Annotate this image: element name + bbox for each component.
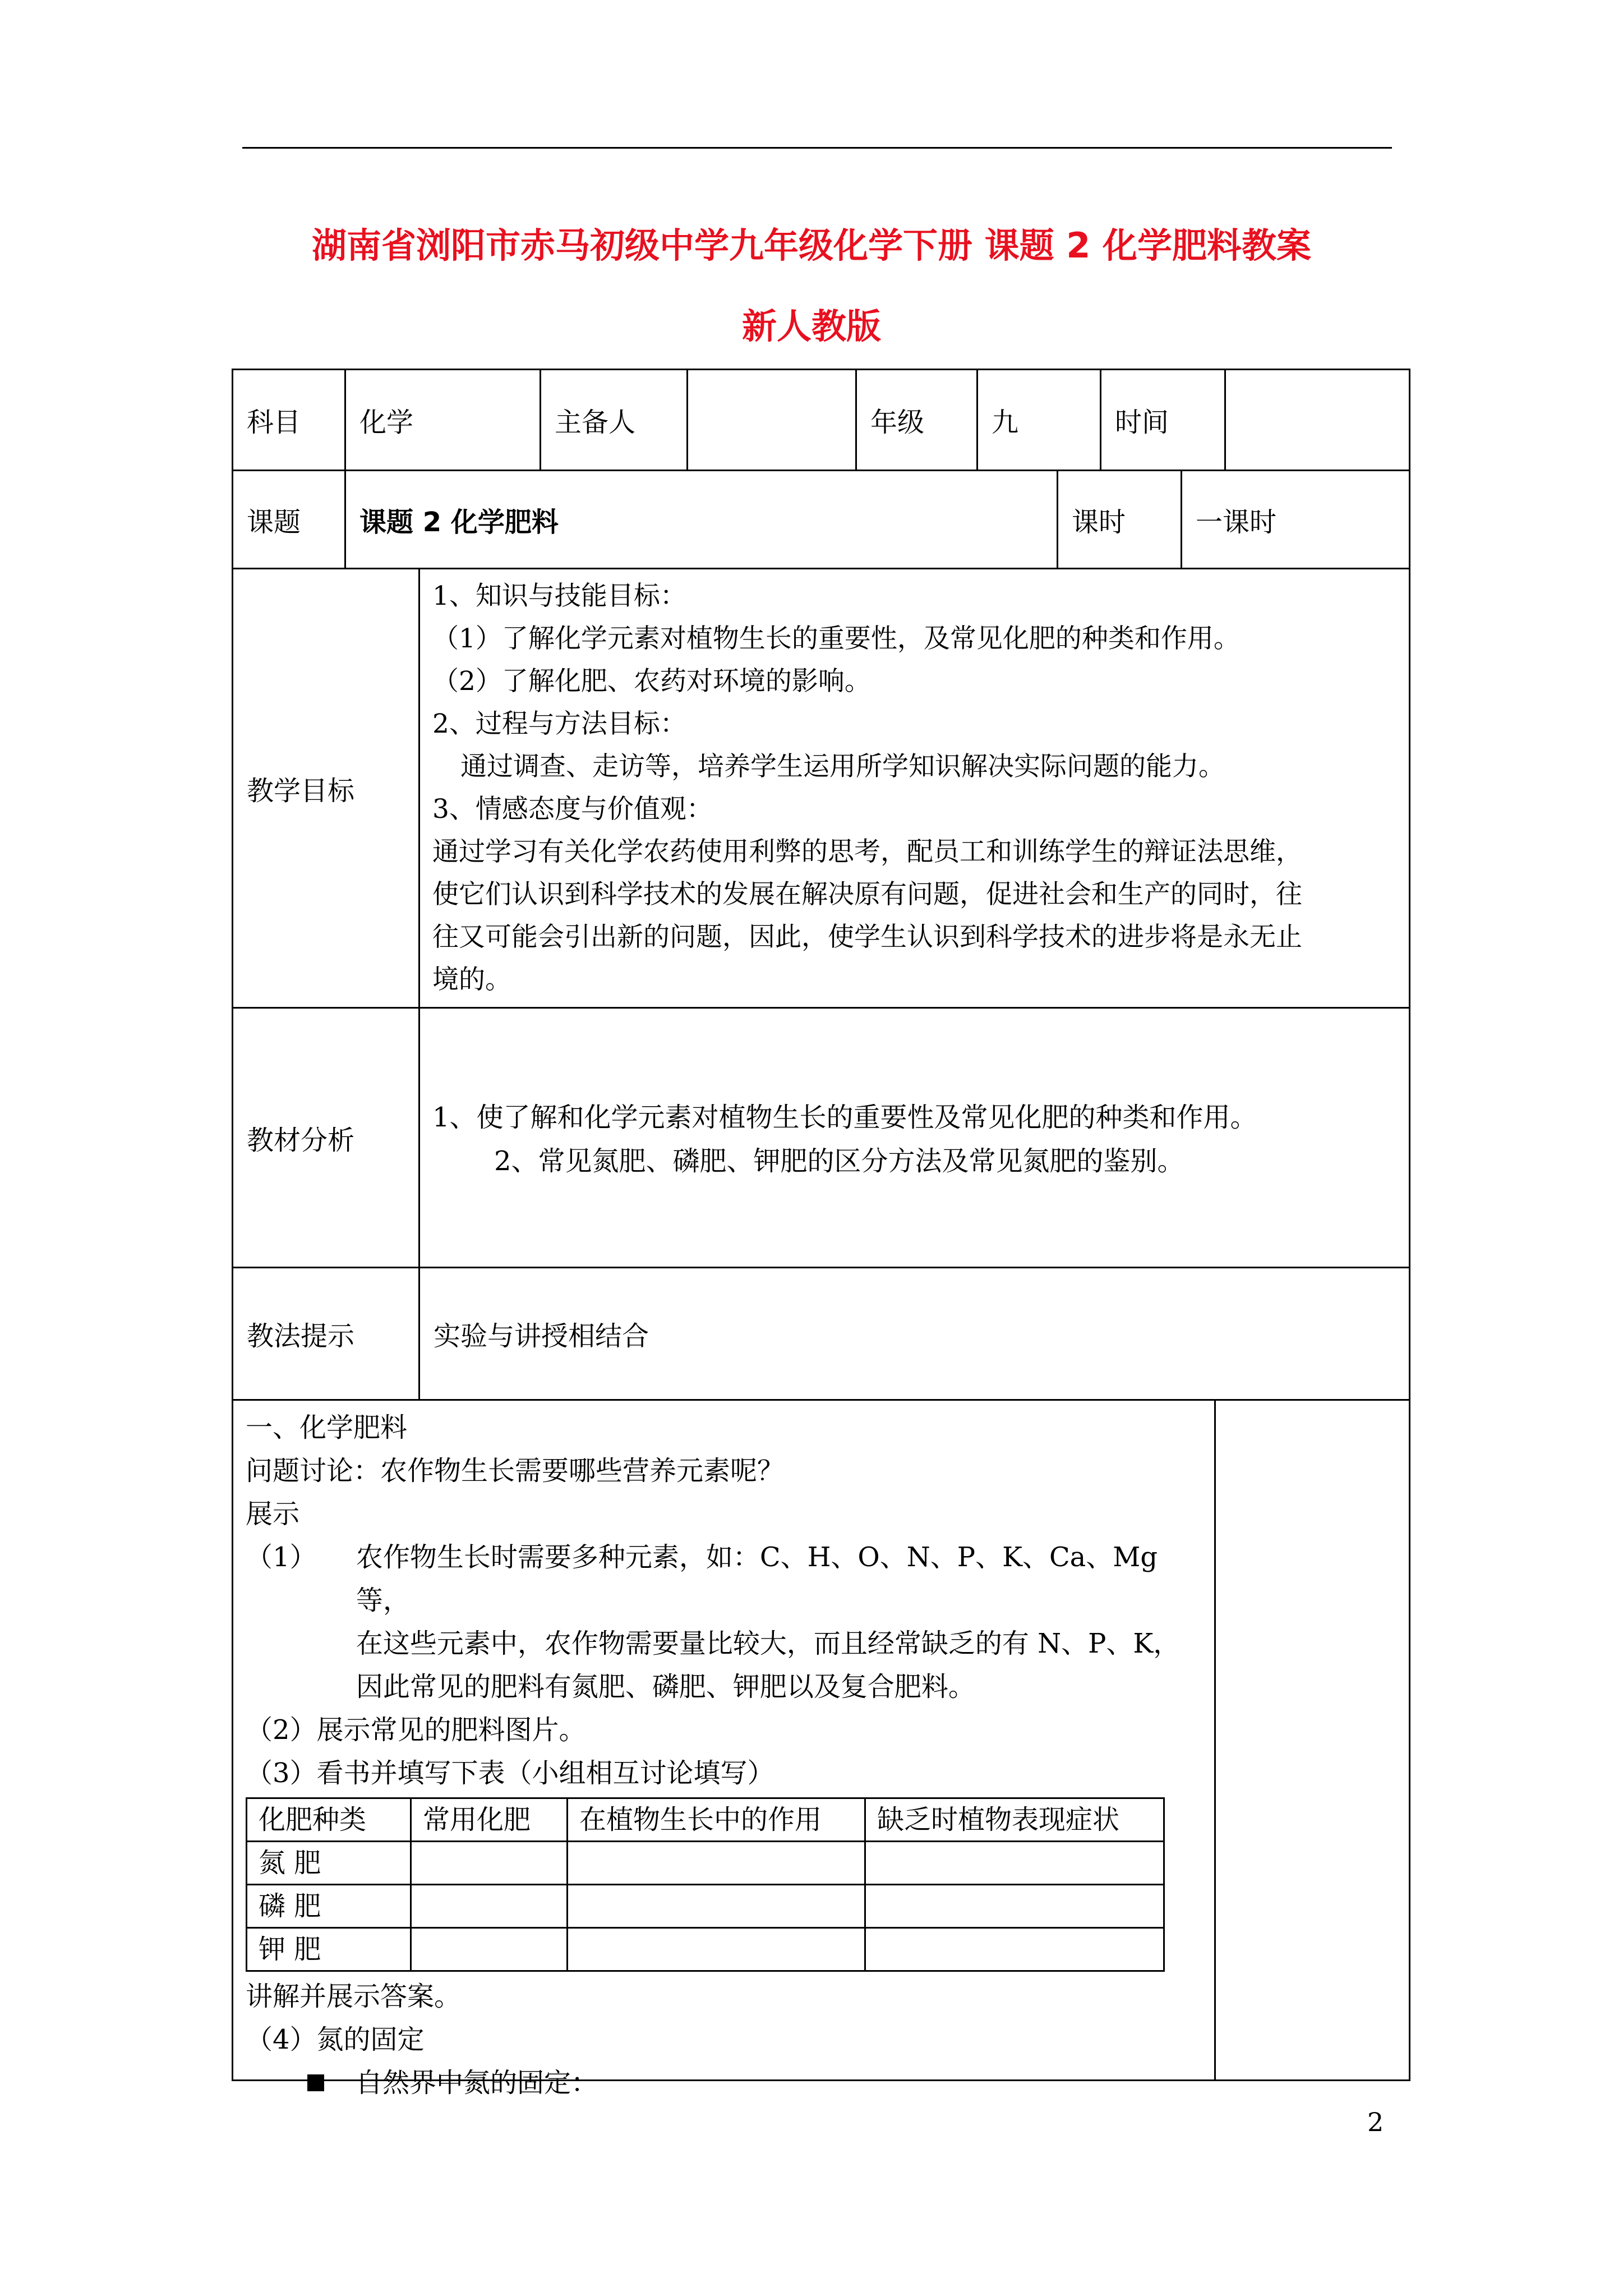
objective-line: 3、情感态度与价值观： — [432, 794, 713, 825]
subject-label: 科目 — [233, 370, 346, 470]
process-bullet-line — [246, 2062, 1202, 2105]
process-line: （2）展示常见的肥料图片。 — [246, 1714, 586, 1746]
table-cell[interactable] — [865, 1842, 1164, 1885]
method-label: 教法提示 — [233, 1268, 420, 1399]
table-cell[interactable] — [865, 1928, 1164, 1971]
process-line: 在这些元素中，农作物需要量比较大，而且经常缺乏的有 N、P、K， — [356, 1628, 1181, 1659]
objective-line: （1）了解化学元素对植物生长的重要性，及常见化肥的种类和作用。 — [432, 623, 1240, 654]
objective-line: 通过调查、走访等，培养学生运用所学知识解决实际问题的能力。 — [460, 751, 1225, 782]
objective-line: 2、过程与方法目标： — [432, 708, 686, 739]
process-content — [233, 1401, 1216, 2099]
method-value: 实验与讲授相结合 — [434, 1320, 649, 1352]
process-item-number: （1） — [246, 1542, 317, 1573]
objective-line: 境的。 — [432, 964, 511, 995]
table-row — [247, 1842, 1164, 1885]
objective-line: 往又可能会引出新的问题，因此，使学生认识到科学技术的进步将是永无止 — [432, 922, 1302, 953]
time-value — [1226, 370, 1409, 470]
column-header: 化肥种类 — [247, 1798, 411, 1842]
preparer-value — [688, 370, 857, 470]
table-cell[interactable] — [865, 1885, 1164, 1928]
process-item-1 — [246, 1536, 1202, 1709]
table-cell[interactable] — [568, 1842, 865, 1885]
process-line: 讲解并展示答案。 — [246, 1981, 462, 2012]
topic-label: 课题 — [233, 471, 346, 568]
process-notes-column — [1216, 1401, 1409, 2079]
analysis-content — [420, 1009, 1409, 1267]
process-line: 问题讨论：农作物生长需要哪些营养元素呢？ — [246, 1455, 785, 1487]
grade-label: 年级 — [857, 370, 978, 470]
process-item-text — [328, 1536, 1202, 1709]
column-header: 在植物生长中的作用 — [568, 1798, 865, 1842]
table-cell[interactable] — [411, 1885, 568, 1928]
process-row — [233, 1401, 1409, 2099]
process-line: 展示 — [246, 1498, 300, 1530]
header-rule — [242, 147, 1392, 149]
table-cell[interactable] — [411, 1842, 568, 1885]
lesson-plan-table — [232, 369, 1410, 2099]
page-number: 2 — [1367, 2107, 1384, 2137]
objective-line: 通过学习有关化学农药使用利弊的思考，配员工和训练学生的辩证法思维， — [432, 836, 1302, 867]
objective-line: 1、知识与技能目标： — [432, 581, 686, 611]
process-line: 因此常见的肥料有氮肥、磷肥、钾肥以及复合肥料。 — [356, 1671, 975, 1703]
square-bullet-icon — [307, 2074, 324, 2091]
column-header: 常用化肥 — [411, 1798, 568, 1842]
table-row — [247, 1928, 1164, 1971]
document-title-line2: 新人教版 — [741, 306, 881, 347]
period-value: 一课时 — [1196, 506, 1277, 538]
period-label: 课时 — [1058, 471, 1182, 568]
table-cell[interactable] — [411, 1928, 568, 1971]
table-cell: 氮 肥 — [247, 1842, 411, 1885]
analysis-line: 1、使了解和化学元素对植物生长的重要性及常见化肥的种类和作用。 — [432, 1102, 1257, 1133]
table-cell: 磷 肥 — [247, 1885, 411, 1928]
table-cell[interactable] — [568, 1885, 865, 1928]
objective-line: （2）了解化肥、农药对环境的影响。 — [432, 666, 871, 697]
process-line: （3）看书并填写下表（小组相互讨论填写） — [246, 1757, 774, 1789]
objective-line: 使它们认识到科学技术的发展在解决原有问题，促进社会和生产的同时，往 — [432, 879, 1302, 910]
objectives-content — [420, 569, 1409, 1007]
method-row — [233, 1268, 1409, 1401]
topic-value: 课题 2 化学肥料 — [346, 471, 1058, 568]
document-title-line1: 湖南省浏阳市赤马初级中学九年级化学下册 课题 2 化学肥料教案 — [312, 225, 1311, 266]
column-header: 缺乏时植物表现症状 — [865, 1798, 1164, 1842]
process-line: （4）氮的固定 — [246, 2024, 425, 2055]
table-cell: 钾 肥 — [247, 1928, 411, 1971]
analysis-row — [233, 1009, 1409, 1268]
process-line: 一、化学肥料 — [246, 1412, 408, 1443]
fertilizer-table — [246, 1797, 1165, 1972]
objectives-label: 教学目标 — [233, 569, 420, 1007]
table-cell[interactable] — [568, 1928, 865, 1971]
grade-value: 九 — [978, 370, 1101, 470]
fertilizer-table-header — [247, 1798, 1164, 1842]
topic-row — [233, 471, 1409, 569]
info-row — [233, 370, 1409, 471]
subject-value: 化学 — [346, 370, 541, 470]
objectives-row — [233, 569, 1409, 1009]
analysis-label: 教材分析 — [233, 1009, 420, 1267]
preparer-label: 主备人 — [541, 370, 688, 470]
process-line: 自然界中氮的固定： — [356, 2067, 598, 2099]
analysis-line: 2、常见氮肥、磷肥、钾肥的区分方法及常见氮肥的鉴别。 — [494, 1145, 1184, 1177]
process-line: 农作物生长时需要多种元素，如：C、H、O、N、P、K、Ca、Mg 等， — [356, 1542, 1158, 1616]
table-row — [247, 1885, 1164, 1928]
time-label: 时间 — [1101, 370, 1226, 470]
